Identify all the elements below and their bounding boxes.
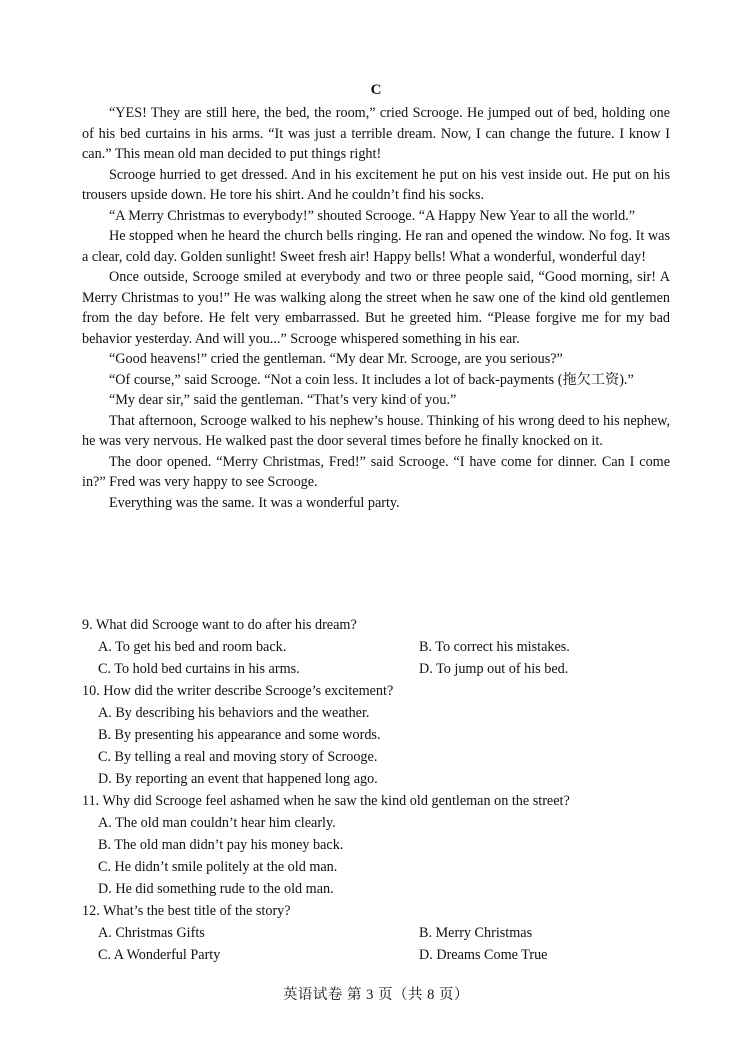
- question-9-options-row-2: [82, 658, 682, 680]
- passage-paragraph: Everything was the same. It was a wonderful party.: [109, 494, 400, 511]
- passage-paragraph: That afternoon, Scrooge walked to his nephew’s house. Thinking of his wrong deed to his nephew, he was very nervous. He walked past the door several times before he finally knocked on it.: [82, 412, 670, 449]
- question-9-option-d: D. To jump out of his bed.: [419, 661, 569, 677]
- question-11-option-b: B. The old man didn’t pay his money back.: [98, 837, 344, 853]
- question-9-options-row-1: [82, 636, 682, 658]
- reading-passage: [82, 103, 670, 513]
- question-9-stem: 9. What did Scrooge want to do after his dream?: [82, 617, 357, 633]
- question-9-option-b: B. To correct his mistakes.: [419, 639, 570, 655]
- section-title: C: [370, 82, 382, 98]
- passage-paragraph: Once outside, Scrooge smiled at everybody and two or three people said, “Good morning, sir! A Merry Christmas to you!” He was walking along the street when he saw one of the kind old gentlemen from the day before. He felt very embarrassed. But he greeted him. “Please forgive me for my bad behavior yesterday. And will you...” Scrooge whispered something in his ear.: [82, 269, 670, 347]
- passage-paragraph: Scrooge hurried to get dressed. And in his excitement he put on his vest inside out. He put on his trousers upside down. He tore his shirt. And he couldn’t find his socks.: [82, 166, 670, 203]
- passage-paragraph: “A Merry Christmas to everybody!” shouted Scrooge. “A Happy New Year to all the world.”: [109, 207, 636, 224]
- passage-paragraph: “YES! They are still here, the bed, the room,” cried Scrooge. He jumped out of bed, holding one of his bed curtains in his arms. “It was just a terrible dream. Now, I can change the future. I know I can.” This mean old man decided to put things right!: [82, 105, 670, 162]
- passage-paragraph: “Good heavens!” cried the gentleman. “My dear Mr. Scrooge, are you serious?”: [109, 351, 563, 367]
- question-12-stem: 12. What’s the best title of the story?: [82, 903, 291, 919]
- question-12-options-row-1: [82, 922, 682, 944]
- question-10-option-c: C. By telling a real and moving story of Scrooge.: [98, 749, 378, 765]
- question-12-option-b: B. Merry Christmas: [419, 925, 533, 941]
- page-footer: 英语试卷 第 3 页（共 8 页）: [282, 987, 470, 1003]
- question-12-option-c: C. A Wonderful Party: [98, 947, 221, 963]
- question-10-option-a: A. By describing his behaviors and the weather.: [98, 705, 370, 721]
- passage-paragraph: He stopped when he heard the church bells ringing. He ran and opened the window. No fog. It was a clear, cold day. Golden sunlight! Sweet fresh air! Happy bells! What a wonderful, wonderful day!: [82, 228, 670, 265]
- question-9-option-a: A. To get his bed and room back.: [98, 639, 287, 655]
- passage-paragraph: “My dear sir,” said the gentleman. “That’s very kind of you.”: [109, 392, 457, 408]
- question-12-options-row-2: [82, 944, 682, 966]
- question-12-option-a: A. Christmas Gifts: [98, 925, 205, 941]
- question-10-option-b: B. By presenting his appearance and some words.: [98, 727, 381, 743]
- passage-paragraph: “Of course,” said Scrooge. “Not a coin less. It includes a lot of back-payments (拖欠工资).”: [109, 371, 634, 388]
- question-9-option-c: C. To hold bed curtains in his arms.: [98, 661, 300, 677]
- question-12-option-d: D. Dreams Come True: [419, 947, 548, 963]
- question-11-option-c: C. He didn’t smile politely at the old man.: [98, 859, 338, 875]
- question-list: [82, 614, 682, 966]
- question-11-option-a: A. The old man couldn’t hear him clearly.: [98, 815, 336, 831]
- question-11-stem: 11. Why did Scrooge feel ashamed when he saw the kind old gentleman on the street?: [82, 793, 570, 809]
- question-10-stem: 10. How did the writer describe Scrooge’s excitement?: [82, 683, 394, 699]
- question-11-option-d: D. He did something rude to the old man.: [98, 881, 334, 897]
- passage-paragraph: The door opened. “Merry Christmas, Fred!” said Scrooge. “I have come for dinner. Can I come in?” Fred was very happy to see Scrooge.: [82, 453, 670, 490]
- question-10-option-d: D. By reporting an event that happened long ago.: [98, 771, 378, 787]
